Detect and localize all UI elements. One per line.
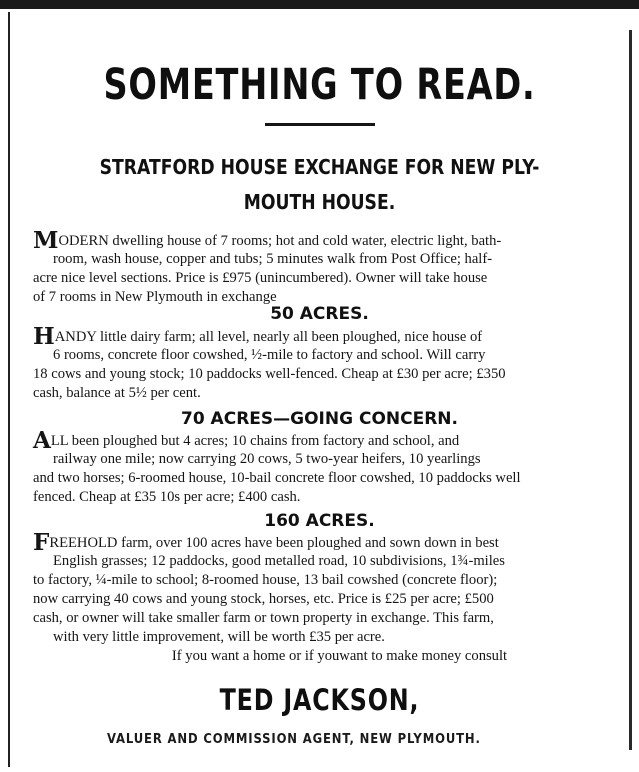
listing-50-acres	[33, 323, 627, 403]
listing-line: LL been ploughed but 4 acres; 10 chains from factory and school, and	[50, 433, 460, 449]
subheading-line-1: STRATFORD HOUSE EXCHANGE FOR NEW PLY-	[99, 155, 540, 179]
drop-cap: M	[33, 227, 59, 254]
advert-title: SOMETHING TO READ.	[103, 60, 536, 110]
listing-70-acres	[33, 427, 627, 507]
listing-line: REEHOLD farm, over 100 acres have been ploughed and sown down in best	[49, 535, 499, 551]
listing-line: English grasses; 12 paddocks, good metalled road, 10 subdivisions, 1¾-miles	[53, 553, 505, 569]
listing-line: cash, or owner will take smaller farm or town property in exchange. This farm,	[33, 610, 494, 626]
agent-title: VALUER AND COMMISSION AGENT, NEW PLYMOUTH.	[107, 731, 481, 747]
listing-line: with very little improvement, will be worth £35 per acre.	[53, 629, 385, 645]
listing-line: now carrying 40 cows and young stock, horses, etc. Price is £25 per acre; £500	[33, 591, 494, 607]
listing-line: of 7 rooms in New Plymouth in exchange	[33, 289, 277, 305]
listing-160-acres	[33, 529, 627, 647]
top-scan-border	[0, 0, 639, 9]
listing-line: fenced. Cheap at £35 10s per acre; £400 cash.	[33, 489, 301, 505]
drop-cap: H	[33, 323, 55, 350]
heading-50-acres: 50 ACRES.	[270, 304, 369, 324]
right-column-rule	[629, 30, 632, 750]
listing-line: 18 cows and young stock; 10 paddocks well-fenced. Cheap at £30 per acre; £350	[33, 366, 506, 382]
listing-house	[33, 227, 627, 307]
listing-line: to factory, ¼-mile to school; 8-roomed house, 13 bail cowshed (concrete floor);	[33, 572, 498, 588]
heading-70-acres: 70 ACRES—GOING CONCERN.	[180, 409, 458, 429]
closing-line: If you want a home or if youwant to make money consult	[171, 648, 508, 664]
subheading-line-2: MOUTH HOUSE.	[243, 190, 396, 214]
drop-cap: A	[33, 427, 51, 454]
listing-line: acre nice level sections. Price is £975 (unincumbered). Owner will take house	[33, 270, 488, 286]
listing-line: room, wash house, copper and tubs; 5 minutes walk from Post Office; half-	[53, 251, 493, 267]
drop-cap: F	[33, 529, 50, 556]
heading-160-acres: 160 ACRES.	[264, 511, 375, 531]
listing-line: and two horses; 6-roomed house, 10-bail concrete floor cowshed, 10 paddocks well	[33, 470, 521, 486]
title-divider	[265, 123, 375, 126]
listing-line: ANDY little dairy farm; all level, nearly all been ploughed, nice house of	[54, 329, 483, 345]
agent-name: TED JACKSON,	[219, 683, 420, 717]
listing-line: ODERN dwelling house of 7 rooms; hot and cold water, electric light, bath-	[58, 233, 502, 249]
listing-line: 6 rooms, concrete floor cowshed, ½-mile to factory and school. Will carry	[53, 347, 486, 363]
listing-line: cash, balance at 5½ per cent.	[33, 385, 201, 401]
listing-line: railway one mile; now carrying 20 cows, 5 two-year heifers, 10 yearlings	[53, 451, 481, 467]
